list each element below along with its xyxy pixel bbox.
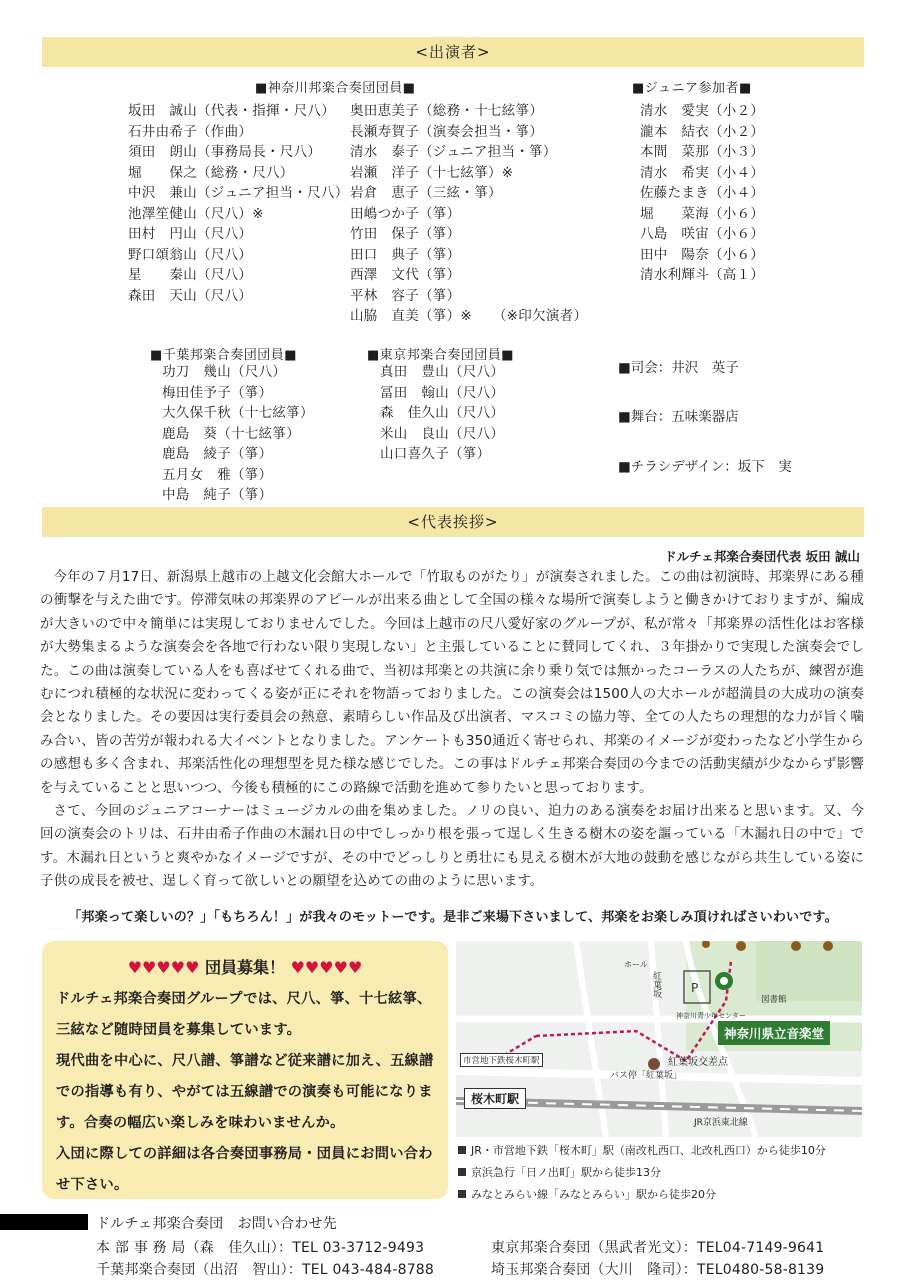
motto: 「邦楽って楽しいの？」「もちろん！」が我々のモットーです。是非ご来場下さいまして、邦楽をお楽しみ頂ければさいわいです。 (68, 910, 838, 925)
member-name: 田中 陽奈（小６） (640, 246, 765, 263)
subway-label: 市営地下鉄桜木町駅 (460, 1053, 543, 1067)
recruit-title-text: 団員募集！ (204, 958, 285, 977)
tokyo-column (380, 362, 504, 465)
member-name: 山口喜久子（箏） (380, 446, 491, 462)
recruit-paragraph-2: 現代曲を中心に、尺八譜、箏譜など従来譜に加え、五線譜での指導も有り、やがては五線譜での演奏も可能になります。合奏の幅広い楽しみを味わいませんか。 (56, 1053, 434, 1131)
member-name: 坂田 誠山（代表・指揮・尺八） (128, 103, 335, 119)
member-name: 佐藤たまき（小４） (640, 185, 765, 201)
recruit-box (42, 941, 448, 1199)
member-name: 野口頌翁山（尺八） (128, 246, 253, 263)
contact-saitama: 埼玉邦楽合奏団（大川 隆司）：TEL0480-58-8139 (491, 1262, 825, 1278)
recruit-paragraph-3: 入団に際しての詳細は各合奏団事務局・団員にお問い合わせ下さい。 (56, 1146, 433, 1193)
kanagawa-heading: ■神奈川邦楽合奏団団員■ (255, 81, 416, 96)
member-name: 須田 朗山（事務局長・尺八） (128, 144, 322, 160)
footer-bar (0, 1214, 88, 1230)
momijizaka-label: 紅葉坂交差点 (668, 1057, 728, 1068)
member-name: 米山 良山（尺八） (380, 425, 505, 442)
member-name: 岩瀬 洋子（十七絃箏）※ (350, 164, 514, 181)
greeting-text (40, 566, 864, 894)
bus-stop-label: バス停「紅葉坂」 (610, 1071, 683, 1081)
bullet-square-icon (458, 1168, 466, 1176)
hall-label: 神奈川県立音楽堂 (718, 1021, 830, 1045)
hearts-left-icon: ♥♥♥♥♥ (127, 958, 200, 977)
member-name: 森田 天山（尺八） (128, 287, 253, 304)
member-name: 田口 典子（箏） (350, 246, 461, 263)
chiba-heading: ■千葉邦楽合奏団団員■ (150, 348, 298, 363)
kanagawa-column-2 (350, 101, 587, 327)
member-name: 鹿島 葵（十七絃箏） (162, 425, 300, 442)
junior-heading: ■ジュニア参加者■ (632, 81, 752, 96)
member-name: 本間 菜那（小３） (640, 144, 765, 160)
recruit-paragraph-1: ドルチェ邦楽合奏団グループでは、尺八、箏、十七絃箏、三絃など随時団員を募集しています。 (56, 991, 432, 1038)
member-name: 岩倉 恵子（三絃・箏） (350, 185, 502, 201)
bullet-square-icon (458, 1146, 466, 1154)
access-map (456, 941, 862, 1137)
contact-honbu: 本 部 事 務 局（森 佳久山）：TEL 03-3712-9493 (96, 1240, 425, 1256)
chiba-column (162, 362, 314, 506)
member-name: 長瀬寿賀子（演奏会担当・箏） (350, 123, 544, 140)
member-name: 星 秦山（尺八） (128, 267, 253, 283)
greeting-paragraph-2: さて、今回のジュニアコーナーはミュージカルの曲を集めました。ノリの良い、迫力のある演奏をお届け出来ると思います。又、今回の演奏会のトリは、石井由希子作曲の木漏れ日の中でしっかり根を張って逞しく生きる樹木の姿を謳っている「木漏れ日の中で」です。木漏れ日というと爽やかなイメージですが、その中でどっしりと勇壮にも見える樹木が大地の鼓動を感じながら共生している姿に子供の成長を被せ、逞しく育って欲しいとの願望を込めての曲のように思います。 (40, 803, 864, 890)
mc-info: ■司会：井沢 英子 (618, 360, 739, 376)
member-name: 中島 純子（箏） (162, 487, 273, 503)
member-name: 竹田 保子（箏） (350, 226, 461, 242)
member-name: 田村 円山（尺八） (128, 226, 253, 242)
contact-heading: ドルチェ邦楽合奏団 お問い合わせ先 (96, 1216, 337, 1232)
member-name: 清水利輝斗（高１） (640, 267, 765, 283)
road-label: 紅葉坂 (651, 971, 661, 998)
kanagawa-column-1 (128, 101, 349, 306)
hall-small-label: ホール (624, 960, 648, 969)
library-label: 図書館 (761, 995, 787, 1005)
member-name: 山脇 直美（箏）※ （※印欠演者） (350, 308, 588, 324)
junior-column (640, 101, 764, 286)
tokyo-heading: ■東京邦楽合奏団団員■ (367, 348, 515, 363)
member-name: 清水 泰子（ジュニア担当・箏） (350, 144, 557, 160)
flyer-info: ■チラシデザイン：坂下 実 (618, 459, 792, 475)
member-name: 大久保千秋（十七絃箏） (162, 405, 314, 421)
jr-line-label: JR京浜東北線 (694, 1118, 748, 1128)
member-name: 石井由希子（作曲） (128, 123, 253, 140)
member-name: 清水 希実（小４） (640, 164, 765, 181)
bullet-square-icon (458, 1190, 466, 1198)
member-name: 中沢 兼山（ジュニア担当・尺八） (128, 185, 349, 201)
youth-hall-label: 神奈川青少年センター (676, 1012, 746, 1020)
greeting-paragraph-1: 今年の７月17日、新潟県上越市の上越文化会館大ホールで「竹取ものがたり」が演奏されました。この曲は初演時、邦楽界にある種の衝撃を与えた曲です。停滞気味の邦楽界のアピールが出来る曲として全国の様々な場所で演奏しようと働きかけておりますが、編成が大きいので中々簡単には実現しておりませんでした。今回は上越市の尺八愛好家のグループが、私が常々「邦楽界の活性化はお客様が大勢集まるような演奏会を各地で行わない限り実現しない」と主張していることに賛同してくれ、３年掛かりで実現した演奏会でした。この曲は演奏している人をも喜ばせてくれる曲で、当初は邦楽との共演に余り乗り気では無かったコーラスの人たちが、練習が進むにつれ積極的な状況に変わってくる姿が正にそれを物語っておりました。この演奏会は1500人の大ホールが超満員の大成功の演奏会となりました。その要因は実行委員会の熱意、素晴らしい作品及び出演者、マスコミの協力等、全ての人たちの理想的な力が旨く噛み合い、皆の苦労が報われる大イベントとなりました。アンケートも350通近く寄せられ、邦楽のイメージが変わったなど小学生からの感想も多く含まれ、邦楽活性化の理想型を見た様な感じでした。この事はドルチェ邦楽合奏団の今までの活動実績が少なからず影響を与えていることと思いつつ、今後も積極的にこの路線で活動を進めて参りたいと思っております。 (40, 569, 864, 796)
member-name: 瀧本 結衣（小２） (640, 123, 765, 140)
contact-chiba: 千葉邦楽合奏団（出沼 智山）：TEL 043-484-8788 (96, 1262, 435, 1278)
station-label: 桜木町駅 (464, 1088, 526, 1109)
member-name: 森 佳久山（尺八） (380, 405, 505, 421)
member-name: 五月女 雅（箏） (162, 466, 273, 483)
greeting-header: <代表挨拶> (42, 507, 864, 537)
member-name: 池澤笙健山（尺八）※ (128, 205, 264, 222)
performers-header: <出演者> (42, 37, 864, 67)
member-name: 奥田恵美子（総務・十七絃箏） (350, 103, 544, 119)
access-line-1: JR・市営地下鉄「桜木町」駅（南改札西口、北改札西口）から徒歩10分 (458, 1142, 826, 1158)
member-name: 西澤 文代（箏） (350, 267, 461, 283)
stage-info: ■舞台：五味楽器店 (618, 409, 739, 425)
access-line-2: 京浜急行「日ノ出町」駅から徒歩13分 (458, 1164, 661, 1180)
member-name: 清水 愛実（小２） (640, 103, 765, 119)
access-line-3: みなとみらい線「みなとみらい」駅から徒歩20分 (458, 1186, 716, 1202)
member-name: 真田 豊山（尺八） (380, 364, 505, 380)
member-name: 堀 保之（総務・尺八） (128, 164, 294, 181)
svg-text:P: P (691, 981, 699, 995)
member-name: 鹿島 綾子（箏） (162, 446, 273, 462)
member-name: 平林 容子（箏） (350, 287, 461, 304)
hearts-right-icon: ♥♥♥♥♥ (290, 958, 363, 977)
member-name: 田嶋つか子（箏） (350, 205, 461, 222)
member-name: 梅田佳予子（箏） (162, 384, 273, 401)
recruit-body (56, 984, 434, 1201)
contact-tokyo: 東京邦楽合奏団（黒武者光文）：TEL04-7149-9641 (491, 1240, 825, 1256)
member-name: 八島 咲宙（小６） (640, 226, 765, 242)
greeting-signature: ドルチェ邦楽合奏団代表 坂田 誠山 (664, 549, 860, 564)
member-name: 冨田 翰山（尺八） (380, 384, 505, 401)
member-name: 堀 菜海（小６） (640, 205, 765, 222)
member-name: 功刀 幾山（尺八） (162, 364, 287, 380)
recruit-title (56, 955, 434, 978)
